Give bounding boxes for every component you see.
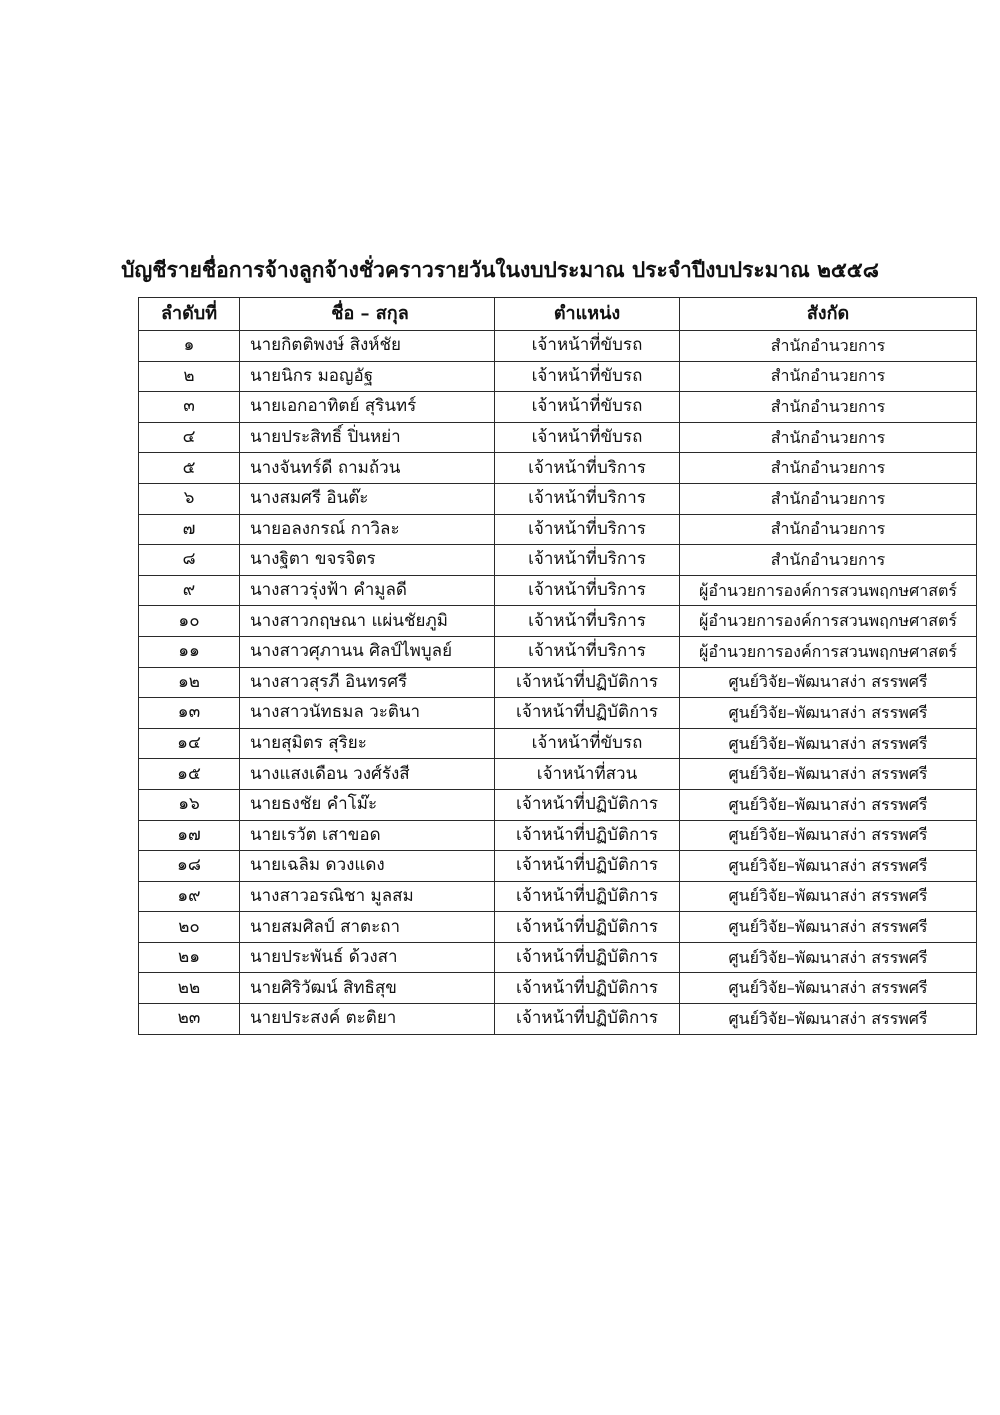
table-body xyxy=(139,331,977,1035)
document-title: บัญชีรายชื่อการจ้างลูกจ้างชั่วคราวรายวันในงบประมาณ ประจำปีงบประมาณ ๒๕๕๘ xyxy=(121,257,879,282)
cell-name: นายศิริวัฒน์ สิทธิสุข xyxy=(240,973,495,1004)
cell-affiliation: ศูนย์วิจัย–พัฒนาสง่า สรรพศรี xyxy=(680,698,977,729)
cell-affiliation: ศูนย์วิจัย–พัฒนาสง่า สรรพศรี xyxy=(680,728,977,759)
cell-affiliation: ผู้อำนวยการองค์การสวนพฤกษศาสตร์ xyxy=(680,575,977,606)
table-row xyxy=(139,698,977,729)
cell-name: นางสาวอรณิชา มูลสม xyxy=(240,881,495,912)
cell-sequence: ๒๓ xyxy=(139,1004,240,1035)
cell-position: เจ้าหน้าที่บริการ xyxy=(495,575,680,606)
cell-affiliation: สำนักอำนวยการ xyxy=(680,545,977,576)
cell-position: เจ้าหน้าที่ขับรถ xyxy=(495,422,680,453)
cell-sequence: ๑๐ xyxy=(139,606,240,637)
cell-position: เจ้าหน้าที่สวน xyxy=(495,759,680,790)
cell-position: เจ้าหน้าที่ปฏิบัติการ xyxy=(495,973,680,1004)
cell-affiliation: ศูนย์วิจัย–พัฒนาสง่า สรรพศรี xyxy=(680,820,977,851)
table-row xyxy=(139,942,977,973)
cell-position: เจ้าหน้าที่บริการ xyxy=(495,545,680,576)
cell-affiliation: สำนักอำนวยการ xyxy=(680,422,977,453)
cell-position: เจ้าหน้าที่ปฏิบัติการ xyxy=(495,851,680,882)
cell-affiliation: สำนักอำนวยการ xyxy=(680,483,977,514)
cell-affiliation: ศูนย์วิจัย–พัฒนาสง่า สรรพศรี xyxy=(680,881,977,912)
cell-sequence: ๕ xyxy=(139,453,240,484)
cell-name: นายเฉลิม ดวงแดง xyxy=(240,851,495,882)
table-row xyxy=(139,636,977,667)
cell-name: นายเอกอาทิตย์ สุรินทร์ xyxy=(240,392,495,423)
cell-name: นางจันทร์ดี ถามถ้วน xyxy=(240,453,495,484)
cell-name: นางสาวกฤษณา แผ่นชัยภูมิ xyxy=(240,606,495,637)
cell-affiliation: สำนักอำนวยการ xyxy=(680,331,977,362)
table-row xyxy=(139,789,977,820)
cell-affiliation: ศูนย์วิจัย–พัฒนาสง่า สรรพศรี xyxy=(680,942,977,973)
cell-sequence: ๑๗ xyxy=(139,820,240,851)
cell-name: นายธงชัย คำโม๊ะ xyxy=(240,789,495,820)
cell-position: เจ้าหน้าที่ปฏิบัติการ xyxy=(495,1004,680,1035)
cell-name: นายสุมิตร สุริยะ xyxy=(240,728,495,759)
cell-position: เจ้าหน้าที่ปฏิบัติการ xyxy=(495,698,680,729)
cell-position: เจ้าหน้าที่ปฏิบัติการ xyxy=(495,912,680,943)
cell-position: เจ้าหน้าที่บริการ xyxy=(495,483,680,514)
table-row xyxy=(139,1004,977,1035)
cell-affiliation: ศูนย์วิจัย–พัฒนาสง่า สรรพศรี xyxy=(680,789,977,820)
cell-affiliation: สำนักอำนวยการ xyxy=(680,514,977,545)
cell-affiliation: ศูนย์วิจัย–พัฒนาสง่า สรรพศรี xyxy=(680,759,977,790)
table-row xyxy=(139,514,977,545)
cell-name: นายสมศิลป์ สาตะถา xyxy=(240,912,495,943)
table-row xyxy=(139,759,977,790)
table-row xyxy=(139,912,977,943)
table-row xyxy=(139,606,977,637)
cell-name: นายประพันธ์ ด้วงสา xyxy=(240,942,495,973)
cell-sequence: ๖ xyxy=(139,483,240,514)
cell-sequence: ๒๑ xyxy=(139,942,240,973)
table-row xyxy=(139,545,977,576)
cell-position: เจ้าหน้าที่ขับรถ xyxy=(495,361,680,392)
cell-sequence: ๑๒ xyxy=(139,667,240,698)
cell-affiliation: สำนักอำนวยการ xyxy=(680,392,977,423)
employee-table xyxy=(138,297,977,1035)
cell-affiliation: สำนักอำนวยการ xyxy=(680,453,977,484)
table-row xyxy=(139,667,977,698)
cell-sequence: ๗ xyxy=(139,514,240,545)
table-row xyxy=(139,453,977,484)
cell-name: นายกิตติพงษ์ สิงห์ชัย xyxy=(240,331,495,362)
cell-affiliation: ศูนย์วิจัย–พัฒนาสง่า สรรพศรี xyxy=(680,973,977,1004)
table-header-row xyxy=(139,298,977,331)
cell-affiliation: ศูนย์วิจัย–พัฒนาสง่า สรรพศรี xyxy=(680,912,977,943)
table-row xyxy=(139,820,977,851)
cell-affiliation: ศูนย์วิจัย–พัฒนาสง่า สรรพศรี xyxy=(680,851,977,882)
cell-name: นางสาวสุรภี อินทรศรี xyxy=(240,667,495,698)
table-row xyxy=(139,361,977,392)
cell-position: เจ้าหน้าที่ปฏิบัติการ xyxy=(495,942,680,973)
cell-name: นายนิกร มอญอัฐ xyxy=(240,361,495,392)
cell-sequence: ๑ xyxy=(139,331,240,362)
cell-name: นางสาวรุ่งฟ้า คำมูลดี xyxy=(240,575,495,606)
cell-sequence: ๒๐ xyxy=(139,912,240,943)
cell-name: นางสาวศุภานน ศิลป์ไพบูลย์ xyxy=(240,636,495,667)
cell-sequence: ๑๖ xyxy=(139,789,240,820)
cell-sequence: ๘ xyxy=(139,545,240,576)
cell-name: นายประสิทธิ์ ปิ่นหย่า xyxy=(240,422,495,453)
cell-position: เจ้าหน้าที่ขับรถ xyxy=(495,331,680,362)
cell-sequence: ๑๑ xyxy=(139,636,240,667)
table-row xyxy=(139,392,977,423)
cell-position: เจ้าหน้าที่ปฏิบัติการ xyxy=(495,667,680,698)
cell-name: นางสมศรี อินต๊ะ xyxy=(240,483,495,514)
header-sequence: ลำดับที่ xyxy=(139,298,240,331)
cell-name: นางแสงเดือน วงศ์รังสี xyxy=(240,759,495,790)
cell-position: เจ้าหน้าที่ปฏิบัติการ xyxy=(495,820,680,851)
cell-sequence: ๒ xyxy=(139,361,240,392)
cell-sequence: ๑๔ xyxy=(139,728,240,759)
table-row xyxy=(139,728,977,759)
header-affiliation: สังกัด xyxy=(680,298,977,331)
table-row xyxy=(139,575,977,606)
cell-sequence: ๑๘ xyxy=(139,851,240,882)
cell-affiliation: ศูนย์วิจัย–พัฒนาสง่า สรรพศรี xyxy=(680,667,977,698)
cell-position: เจ้าหน้าที่ปฏิบัติการ xyxy=(495,789,680,820)
cell-sequence: ๑๕ xyxy=(139,759,240,790)
cell-name: นายเรวัต เสาขอด xyxy=(240,820,495,851)
cell-sequence: ๑๓ xyxy=(139,698,240,729)
cell-sequence: ๒๒ xyxy=(139,973,240,1004)
cell-position: เจ้าหน้าที่บริการ xyxy=(495,636,680,667)
cell-name: นายประสงค์ ตะติยา xyxy=(240,1004,495,1035)
cell-position: เจ้าหน้าที่ขับรถ xyxy=(495,728,680,759)
cell-name: นางฐิตา ขจรจิตร xyxy=(240,545,495,576)
header-name: ชื่อ – สกุล xyxy=(240,298,495,331)
table-row xyxy=(139,331,977,362)
cell-affiliation: ผู้อำนวยการองค์การสวนพฤกษศาสตร์ xyxy=(680,606,977,637)
table-row xyxy=(139,851,977,882)
cell-position: เจ้าหน้าที่ขับรถ xyxy=(495,392,680,423)
cell-affiliation: สำนักอำนวยการ xyxy=(680,361,977,392)
table-row xyxy=(139,881,977,912)
cell-position: เจ้าหน้าที่บริการ xyxy=(495,606,680,637)
cell-position: เจ้าหน้าที่บริการ xyxy=(495,453,680,484)
cell-position: เจ้าหน้าที่บริการ xyxy=(495,514,680,545)
cell-name: นายอลงกรณ์ กาวิละ xyxy=(240,514,495,545)
cell-position: เจ้าหน้าที่ปฏิบัติการ xyxy=(495,881,680,912)
cell-affiliation: ผู้อำนวยการองค์การสวนพฤกษศาสตร์ xyxy=(680,636,977,667)
header-position: ตำแหน่ง xyxy=(495,298,680,331)
table-row xyxy=(139,483,977,514)
table-row xyxy=(139,422,977,453)
table-row xyxy=(139,973,977,1004)
cell-name: นางสาวนัทธมล วะตินา xyxy=(240,698,495,729)
cell-sequence: ๔ xyxy=(139,422,240,453)
cell-affiliation: ศูนย์วิจัย–พัฒนาสง่า สรรพศรี xyxy=(680,1004,977,1035)
cell-sequence: ๑๙ xyxy=(139,881,240,912)
cell-sequence: ๙ xyxy=(139,575,240,606)
cell-sequence: ๓ xyxy=(139,392,240,423)
